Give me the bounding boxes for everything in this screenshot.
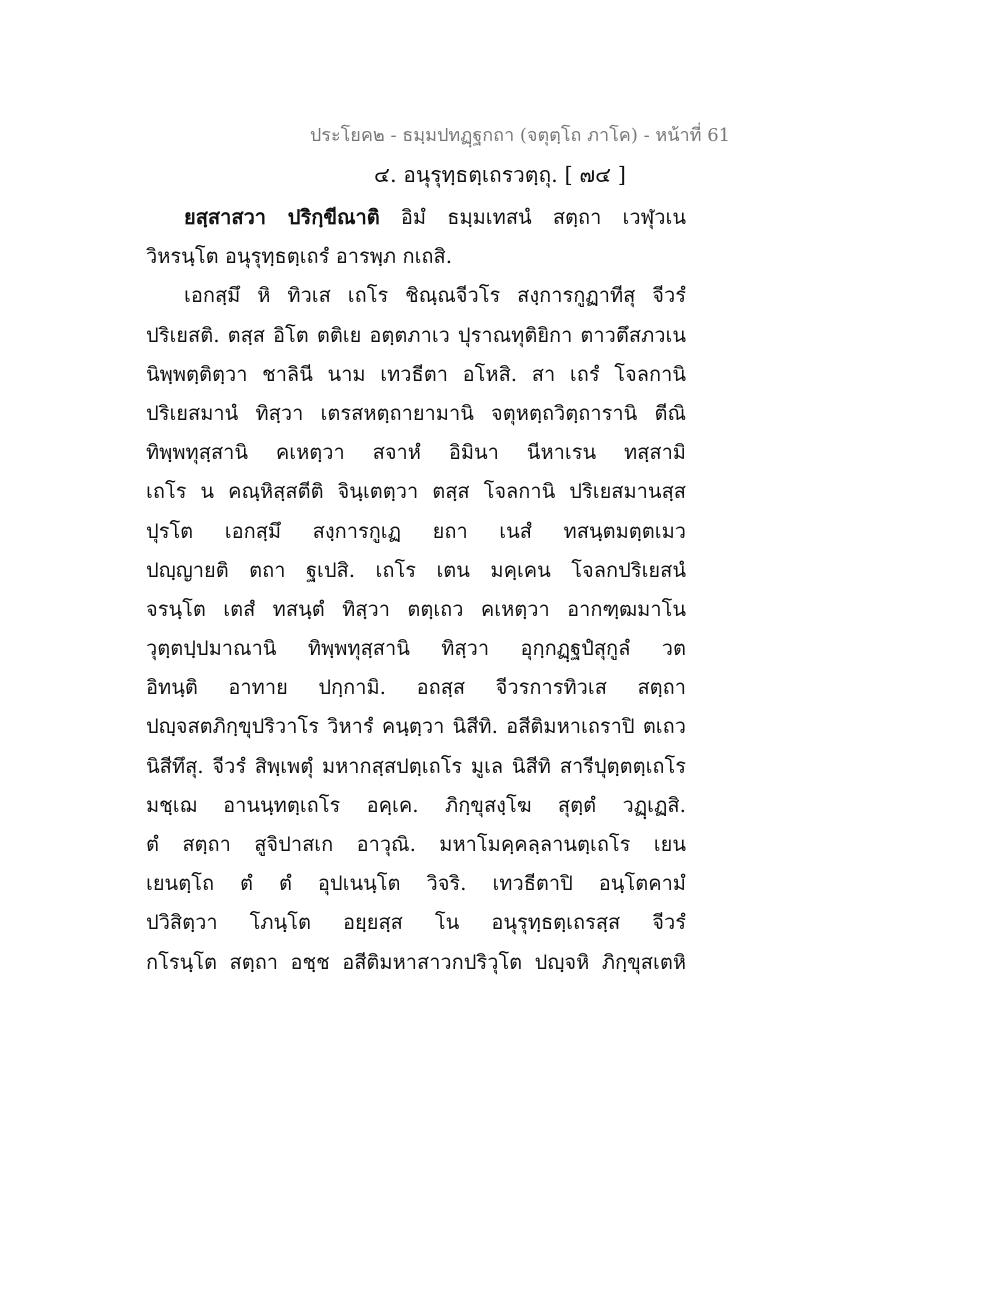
body-text (146, 198, 686, 982)
paragraph-2-line: เถโร น คณฺหิสฺสตีติ จินฺเตตฺวา ตสฺส โจลกานิ ปริเยสมานสฺส (146, 479, 686, 504)
paragraph-2-line: ปริเยสติ. ตสฺส อิโต ตติเย อตฺตภาเว ปุราณทุติยิกา ตาวตึสภวเน (146, 322, 686, 347)
paragraph-2-line: อิทนฺติ อาทาย ปกฺกามิ. อถสฺส จีวรการทิวเส สตฺถา (146, 675, 686, 700)
verse-lead: ยสฺสาสวา ปริกฺขีณาติ (184, 205, 380, 229)
paragraph-2-line: วุตฺตปฺปมาณานิ ทิพฺพทุสฺสานิ ทิสฺวา อุกฺกฏฺฐปํสุกูลํ วต (146, 636, 686, 661)
paragraph-2-line: มชฺเฌ อานนฺทตฺเถโร อคฺเค. ภิกฺขุสงฺโฆ สุตฺตํ วฏฺเฏสิ. (146, 792, 686, 817)
paragraph-2-line: เยนตฺโถ ตํ ตํ อุปเนนฺโต วิจริ. เทวธีตาปิ อนฺโตคามํ (146, 871, 686, 896)
paragraph-2-line: นิพฺพตฺติตฺวา ชาลินี นาม เทวธีตา อโหสิ. สา เถรํ โจลกานิ (146, 361, 686, 386)
paragraph-2-line: นิสีทึสุ. จีวรํ สิพฺเพตุํ มหากสฺสปตฺเถโร มูเล นิสีทิ สารีปุตฺตตฺเถโร (146, 753, 686, 778)
running-header: ประโยค๒ - ธมฺมปทฏฺฐกถา (จตุตฺโถ ภาโค) - หน้าที่ 61 (309, 125, 731, 146)
paragraph-2-line: จรนฺโต เตสํ ทสนฺตํ ทิสฺวา ตตฺเถว คเหตฺวา อากฑฺฒมาโน (146, 596, 686, 621)
paragraph-1-line-1 (146, 198, 686, 237)
section-title: ๔. อนุรุทฺธตฺเถรวตฺถุ. [ ๗๔ ] (374, 163, 626, 187)
paragraph-1-line-2: วิหรนฺโต อนุรุทฺธตฺเถรํ อารพฺภ กเถสิ. (146, 244, 453, 269)
paragraph-2-line: ปุรโต เอกสฺมึ สงฺการกูเฏ ยถา เนสํ ทสนฺตมตฺตเมว (146, 518, 686, 543)
text-span: อิมํ ธมฺมเทสนํ สตฺถา เวฬุวเน (379, 205, 686, 229)
paragraph-2-line: ปญฺญายติ ตถา ฐเปสิ. เถโร เตน มคฺเคน โจลกปริเยสนํ (146, 557, 686, 582)
paragraph-2-line: ตํ สตฺถา สูจิปาสเก อาวุณิ. มหาโมคฺคลฺลานตฺเถโร เยน (146, 832, 686, 856)
paragraph-2-line: ปวิสิตฺวา โภนฺโต อยฺยสฺส โน อนุรุทฺธตฺเถรสฺส จีวรํ (146, 910, 686, 935)
paragraph-2-line: ทิพฺพทุสฺสานิ คเหตฺวา สจาหํ อิมินา นีหาเรน ทสฺสามิ (146, 440, 686, 465)
paragraph-2-line: กโรนฺโต สตฺถา อชฺช อสีติมหาสาวกปริวุโต ปญฺจหิ ภิกฺขุสเตหิ (146, 949, 686, 974)
paragraph-2-line: ปญฺจสตภิกฺขุปริวาโร วิหารํ คนฺตฺวา นิสีทิ. อสีติมหาเถราปิ ตเถว (146, 714, 686, 739)
paragraph-2-line: เอกสฺมึ หิ ทิวเส เถโร ชิณฺณจีวโร สงฺการกูฏาทีสุ จีวรํ (184, 283, 686, 308)
paragraph-2-line: ปริเยสมานํ ทิสฺวา เตรสหตฺถายามานิ จตุหตฺถวิตฺถารานิ ตีณิ (146, 400, 686, 425)
